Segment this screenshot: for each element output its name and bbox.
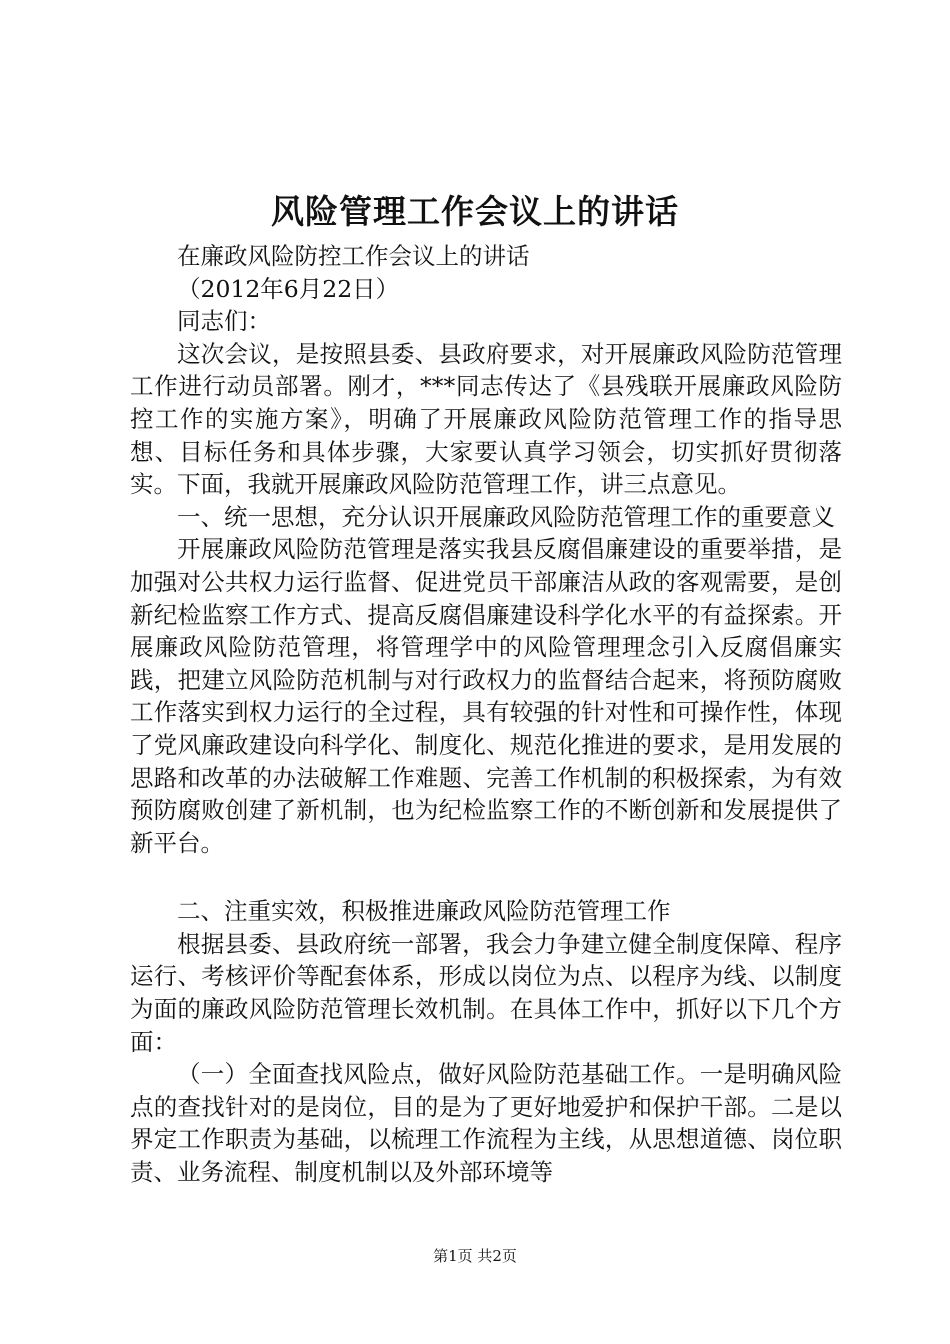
paragraph-deployment: 根据县委、县政府统一部署，我会力争建立健全制度保障、程序运行、考核评价等配套体系，形成以岗位为点、以程序为线、以制度为面的廉政风险防范管理长效机制。在具体工作中，抓好以下几个方面： xyxy=(130,929,842,1056)
section-heading-1: 一、统一思想，充分认识开展廉政风险防范管理工作的重要意义 xyxy=(177,502,835,531)
speech-date: （2012年6月22日） xyxy=(177,274,400,303)
salutation: 同志们： xyxy=(177,307,271,336)
document-title: 风险管理工作会议上的讲话 xyxy=(271,192,679,231)
paragraph-significance: 开展廉政风险防范管理是落实我县反腐倡廉建设的重要举措，是加强对公共权力运行监督、促进党员干部廉洁从政的客观需要，是创新纪检监察工作方式、提高反腐倡廉建设科学化水平的有益探索。开展廉政风险防范管理，将管理学中的风险管理理念引入反腐倡廉实践，把建立风险防范机制与对行政权力的监督结合起来，将预防腐败工作落实到权力运行的全过程，具有较强的针对性和可操作性，体现了党风廉政建设向科学化、制度化、规范化推进的要求，是用发展的思路和改革的办法破解工作难题、完善工作机制的积极探索，为有效预防腐败创建了新机制，也为纪检监察工作的不断创新和发展提供了新平台。 xyxy=(130,535,842,857)
document-body xyxy=(130,240,842,1189)
paragraph-gap xyxy=(130,859,842,895)
section-heading-2: 二、注重实效，积极推进廉政风险防范管理工作 xyxy=(177,897,671,926)
speech-subtitle: 在廉政风险防控工作会议上的讲话 xyxy=(177,242,530,270)
paragraph-item-1: （一）全面查找风险点，做好风险防范基础工作。一是明确风险点的查找针对的是岗位，目的是为了更好地爱护和保护干部。二是以界定工作职责为基础，以梳理工作流程为主线，从思想道德、岗位职责、业务流程、制度机制以及外部环境等 xyxy=(130,1060,842,1187)
page-number-footer: 第1页 共2页 xyxy=(433,1247,517,1265)
paragraph-intro: 这次会议，是按照县委、县政府要求，对开展廉政风险防范管理工作进行动员部署。刚才，***同志传达了《县残联开展廉政风险防控工作的实施方案》，明确了开展廉政风险防范管理工作的指导思想、目标任务和具体步骤，大家要认真学习领会，切实抓好贯彻落实。下面，我就开展廉政风险防范管理工作，讲三点意见。 xyxy=(130,339,842,499)
